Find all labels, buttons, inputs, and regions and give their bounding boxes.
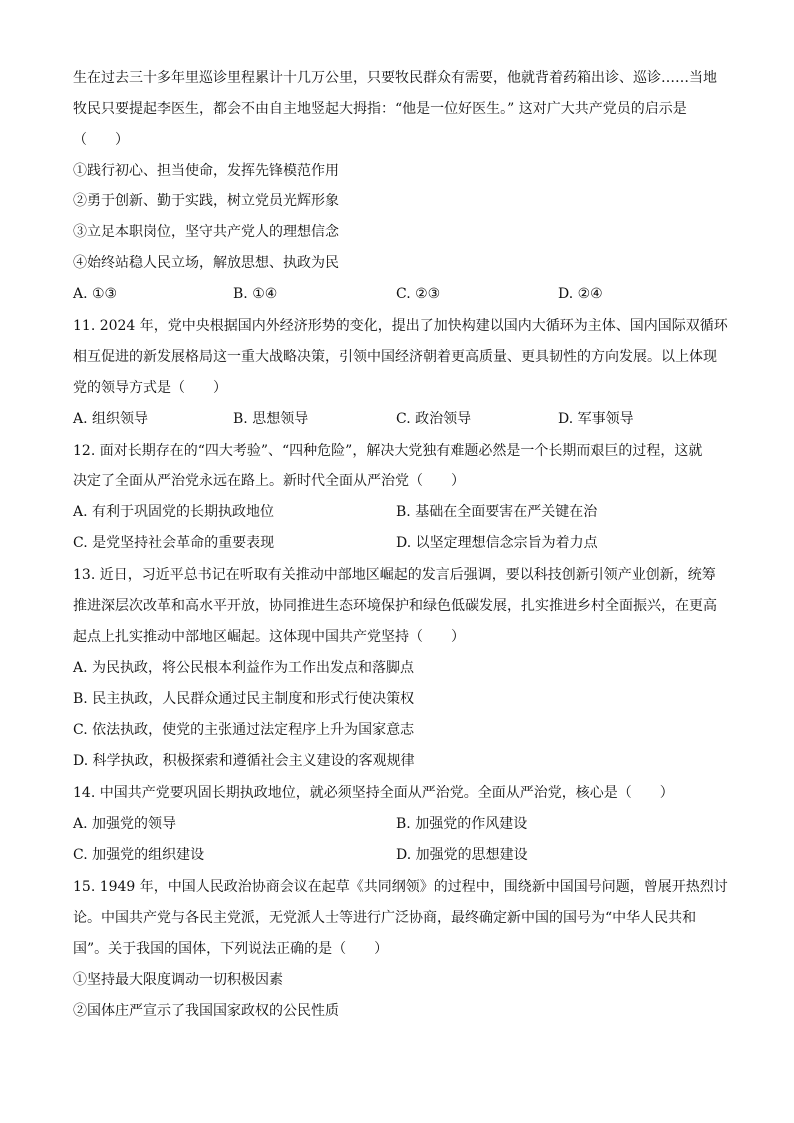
q13-text-line-3: 起点上扎实推动中部地区崛起。这体现中国共产党坚持（ ） [73,629,465,645]
q11-text-line-1: 11. 2024 年，党中央根据国内外经济形势的变化，提出了加快构建以国内大循环为主体、国内国际双循环 [73,318,728,334]
q13-text-line-1: 13. 近日，习近平总书记在听取有关推动中部地区崛起的发言后强调，要以科技创新引领产业创新，统筹 [73,567,716,583]
q15-text-line-1: 15. 1949 年，中国人民政治协商会议在起草《共同纲领》的过程中，围绕新中国国号问题，曾展开热烈讨 [73,879,728,895]
q12-text-line-2: 决定了全面从严治党永远在路上。新时代全面从严治党（ ） [73,473,465,489]
q10-statement-1: ①践行初心、担当使命，发挥先锋模范作用 [73,163,339,179]
q13-option-c: C. 依法执政，使党的主张通过法定程序上升为国家意志 [73,722,415,738]
q14-option-c: C. 加强党的组织建设 [73,847,205,863]
q10-statement-3: ③立足本职岗位，坚守共产党人的理想信念 [73,224,339,240]
q14-option-a: A. 加强党的领导 [73,816,177,832]
q15-text-line-2: 论。中国共产党与各民主党派，无党派人士等进行广泛协商，最终确定新中国的国号为“中华人民共和 [73,910,697,926]
q12-text-line-1: 12. 面对长期存在的“四大考验”、“四种危险”，解决大党独有难题必然是一个长期而艰巨的过程，这就 [73,443,703,459]
q13-option-a: A. 为民执政，将公民根本利益作为工作出发点和落脚点 [73,660,415,676]
q10-text-line-1: 生在过去三十多年里巡诊里程累计十几万公里，只要牧民群众有需要，他就背着药箱出诊、巡诊……当地 [73,70,717,86]
q11-option-a: A. 组织领导 [73,411,149,427]
q12-option-b: B. 基础在全面要害在严关键在治 [396,504,598,520]
q11-option-c: C. 政治领导 [396,411,472,427]
q14-option-d: D. 加强党的思想建设 [396,847,528,863]
q13-option-b: B. 民主执政，人民群众通过民主制度和形式行使决策权 [73,691,415,707]
q10-option-b: B. ①④ [233,286,278,302]
q15-statement-2: ②国体庄严宣示了我国国家政权的公民性质 [73,1003,339,1019]
q11-option-b: B. 思想领导 [233,411,309,427]
q12-option-d: D. 以坚定理想信念宗旨为着力点 [396,535,598,551]
q10-answer-blank: （ ） [73,132,129,148]
q10-text-line-2: 牧民只要提起李医生，都会不由自主地竖起大拇指：“他是一位好医生。” 这对广大共产党员的启示是 [73,101,687,117]
q13-option-d: D. 科学执政，积极探索和遵循社会主义建设的客观规律 [73,753,415,769]
q12-option-c: C. 是党坚持社会革命的重要表现 [73,535,275,551]
q11-text-line-3: 党的领导方式是（ ） [73,380,227,396]
q14-option-b: B. 加强党的作风建设 [396,816,528,832]
q10-option-c: C. ②③ [396,286,441,302]
q15-text-line-3: 国”。关于我国的国体，下列说法正确的是（ ） [73,941,389,957]
q14-text-line-1: 14. 中国共产党要巩固长期执政地位，就必须坚持全面从严治党。全面从严治党，核心是（ ） [73,785,674,801]
q10-option-d: D. ②④ [558,286,603,302]
q12-option-a: A. 有利于巩固党的长期执政地位 [73,504,275,520]
q10-statement-4: ④始终站稳人民立场，解放思想、执政为民 [73,255,339,271]
q10-option-a: A. ①③ [73,286,118,302]
q11-text-line-2: 相互促进的新发展格局这一重大战略决策，引领中国经济朝着更高质量、更具韧性的方向发展。以上体现 [73,349,717,365]
q11-option-d: D. 军事领导 [558,411,634,427]
q15-statement-1: ①坚持最大限度调动一切积极因素 [73,972,283,988]
q10-statement-2: ②勇于创新、勤于实践，树立党员光辉形象 [73,193,339,209]
q13-text-line-2: 推进深层次改革和高水平开放，协同推进生态环境保护和绿色低碳发展，扎实推进乡村全面振兴，在更高 [73,598,717,614]
